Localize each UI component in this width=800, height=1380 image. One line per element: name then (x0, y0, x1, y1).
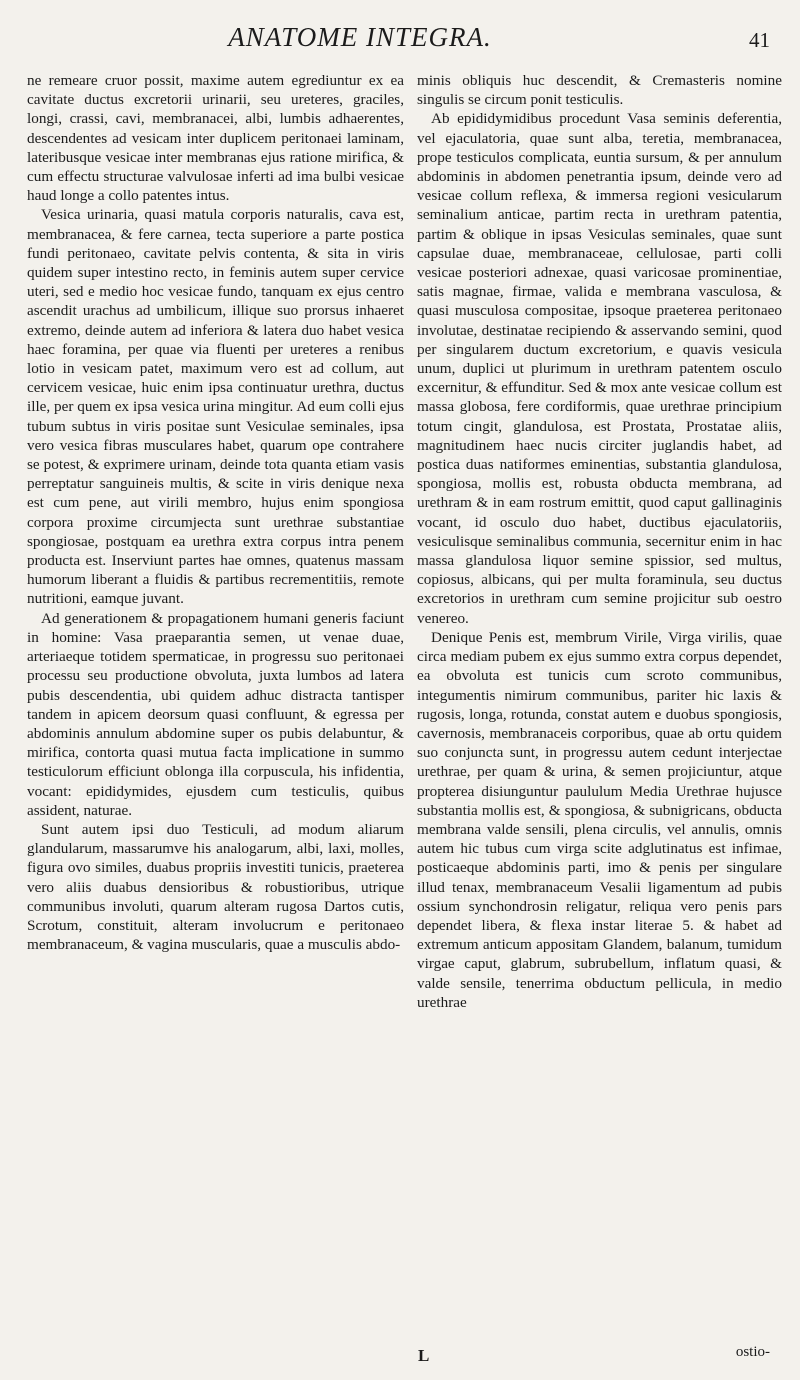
running-head (0, 22, 800, 62)
catchword: ostio- (735, 1344, 770, 1360)
paragraph: Vesica urinaria, quasi matula corporis naturalis, cava est, membranacea, & fere carnea, tecta superiore a parte postica fundi peritonaeo, cavitate pelvis contenta, & sita in viris quidem super intestino recto, in feminis autem super cervice uteri, sed e medio hoc vesicae fundo, tanquam ex ejus centro ascendit urachus ad umbilicum, illique suo prorsus inhaeret extremo, deinde autem ad inferiora & latera duo habet vesica haec foramina, per quae via fluenti per ureteres a renibus lotio in vesicam patet, maximum vero est ad collum, aut cervicem vesicae, huic enim ipsa continuatur urethra, ductus ille, per quem ex ipsa vesica urina mingitur. Ad eum colli ejus tubum subtus in viris positae sunt Vesiculae seminales, ipsa vero vesica fibras musculares habet, quarum ope contrahere se potest, & exprimere urinam, deinde tota quanta etiam vasis perreptatur sanguineis multis, & scite in viris denique nexa est cum pene, aut virili membro, hujus enim spongiosa corpora proxime circumjecta sunt urethrae substantiae spongiosae, postquam ea urethra extra corpus intra penem producta est. Inserviunt partes hae omnes, quatenus massam humorum liberant a fluidis & partibus recrementitiis, remote nutritioni, eamque juvant. (27, 206, 404, 608)
paragraph: Sunt autem ipsi duo Testiculi, ad modum aliarum glandularum, massarumve his analogarum, albi, laxi, molles, figura ovo similes, duabus propriis investiti tunicis, praeterea vero aliis duabus densioribus & robustioribus, utrique communibus involuti, quarum alteram rugosa Dartos cutis, Scrotum, constituit, alteram involucrum e peritonaeo membranaceum, & vagina muscularis, quae a musculis abdo- (27, 820, 404, 954)
paragraph: Denique Penis est, membrum Virile, Virga virilis, quae circa mediam pubem ex ejus summo extra corpus dependet, ea obvoluta est tunicis cum scroto communibus, integumentis nimirum communibus, pariter hic laxis & rugosis, longa, rotunda, constat autem e duobus spongiosis, cavernosis, membranaceis corporibus, quae ab ortu quidem suo conjuncta sunt, in progressu autem cedunt interjectae urethrae, per quam & urina, & semen projiciuntur, atque propterea disiunguntur paululum Media Urethrae hujusce substantia mollis est, & spongiosa, & subnigricans, obducta membrana valde sensili, plena circulis, vel annulis, omnis autem hic tubus cum virga scite adglutinatus est infimae, posticaeque abdominis parti, imo & penis per singulare illud tenax, membranaceum Vesalii ligamentum ad pubis ossium synchondrosin religatur, reliqua vero penis pars dependet libera, & flexa instar literae 5. & habet ad extremum anticum appositam Glandem, balanum, tumidum virgae caput, glabrum, subrubellum, inflatum quasi, & valde sensile, tenerrima obductum pellicula, in medio urethrae (417, 628, 782, 1011)
right-column (417, 71, 782, 1012)
left-column (27, 71, 404, 954)
page-title: ANATOME INTEGRA. (228, 22, 492, 52)
signature-mark: L (418, 1346, 430, 1365)
paragraph: ne remeare cruor possit, maxime autem egrediuntur ex ea cavitate ductus excretorii urinarii, seu ureteres, graciles, longi, crassi, cavi, membranacei, albi, lumbis adhaerentes, descendentes ad vesicam inter duplicem peritonaei laminam, lateribusque vesicae inter membranas ejus ratione mirifica, & cum effectu structurae valvulosae inferti ad ima bulbi vesicae haud longe a collo patentes intus. (27, 72, 404, 205)
page-number: 41 (749, 28, 770, 52)
paragraph: Ad generationem & propagationem humani generis faciunt in homine: Vasa praeparantia semen, ut venae duae, arteriaeque totidem spermaticae, in progressu suo peritonaei processu seu productione obvoluta, juxta lumbos ad latera pubis descendentia, ubi quidem adhuc distracta tantisper tandem in apicem deorsum quasi confluunt, & egressa per abdominis annulum abdomine super os pubis delabuntur, & mirifica, contorta quasi mutua facta implicatione in summo testiculorum efficiunt oblonga illa corpuscula, his infidentia, vocant: epididymides, ejusdem cum testiculis, quibus assident, naturae. (27, 609, 404, 819)
paragraph: minis obliquis huc descendit, & Cremasteris nomine singulis se circum ponit testiculis. (417, 72, 782, 109)
paragraph: Ab epididymidibus procedunt Vasa seminis deferentia, vel ejaculatoria, quae sunt alba, teretia, membranacea, prope testiculos complicata, euntia sursum, & per annulum abdominis in abdomen penetrantia ipsum, deinde vero ad vesicae collum reflexa, & immersa regioni vesicularum seminalium anticae, partim recta in urethram patentia, partim & oblique in ipsas Vesiculas seminales, quae sunt capsulae duae, membranaceae, cellulosae, parti colli vesicae posteriori adnexae, quasi varicosae prominentiae, satis magnae, firmae, valida e membrana vasculosa, & quasi musculosa compositae, ipsoque praeterea peritonaeo involutae, destinatae recipiendo & asservando semini, quod per singularem ductum excretorium, e quavis vesicula unum, duplici ut plurimum in urethram patentem osculo excernitur, & effunditur. Sed & mox ante vesicae collum est massa globosa, fere cordiformis, quae urethrae principium totum cingit, glandulosa, est Prostata, Prostatae aliis, magnitudinem haec nucis circiter juglandis habet, ad postica duas natiformes eminentias, substantia glandulosa, spongiosa, mollis est, robusta obducta membrana, ad urethram & in eam rostrum emittit, quod caput gallinaginis vocant, id osculo duo habet, ductibus ejaculatoriis, vesiculisque seminalibus communia, secernitur enim in hac massa glandulosa liquor semine spissior, sed multus, copiosus, albicans, qui per multa foraminula, seu ductus excretorios in urethram cum semine projicitur sub oestro venereo. (417, 110, 782, 627)
